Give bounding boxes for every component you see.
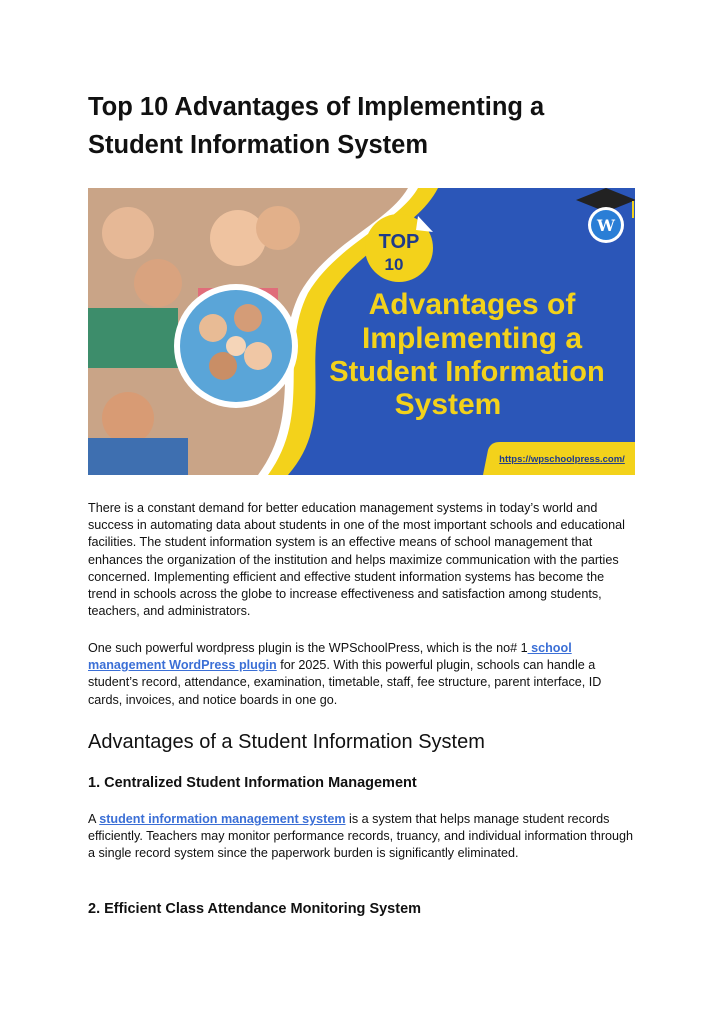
kid-face [256, 206, 300, 250]
headline-line-4: System [394, 388, 502, 421]
svg-text:W: W [597, 216, 615, 235]
kid-shirt [88, 308, 178, 368]
kid-shirt [88, 438, 188, 475]
kid-face [209, 352, 237, 380]
plugin-paragraph [88, 640, 636, 709]
banner-graphic [88, 188, 635, 475]
page-title [88, 88, 648, 164]
hero-banner-image [88, 188, 635, 475]
plugin-text-after: for 2025. With this powerful plugin, schools can handle a student’s record, attendance, examination, timetable, staff, fee structure, parent interface, ID cards, invoices, and notice boards in one go. [88, 658, 602, 707]
kid-face [102, 392, 154, 444]
advantage-1-text-after: is a system that helps manage student records efficiently. Teachers may monitor performance records, truancy, and individual information through a single record system since the paperwork burden is significantly eliminated. [88, 812, 634, 861]
kid-face [210, 210, 266, 266]
advantage-1-heading: 1. Centralized Student Information Management [88, 775, 417, 791]
title-line-1: Top 10 Advantages of Implementing a [88, 93, 545, 121]
kid-face [226, 336, 246, 356]
kid-face [234, 304, 262, 332]
headline-line-2: Implementing a [361, 322, 583, 355]
advantage-1-text-before: A [88, 812, 100, 826]
advantage-2-heading: 2. Efficient Class Attendance Monitoring System [88, 901, 422, 917]
kid-face [134, 259, 182, 307]
banner-url: https://wpschoolpress.com/ [499, 454, 625, 465]
badge-top-text: TOP [378, 231, 420, 253]
school-management-plugin-link[interactable]: school management WordPress plugin [88, 641, 572, 673]
student-info-system-link[interactable]: student information management system [99, 812, 346, 826]
kid-face [244, 342, 272, 370]
kid-face [199, 314, 227, 342]
badge-number-text: 10 [384, 255, 404, 274]
plugin-text-before: One such powerful wordpress plugin is the WPSchoolPress, which is the no# 1 [88, 641, 528, 655]
title-line-2: Student Information System [88, 131, 429, 159]
advantage-1-paragraph [88, 811, 636, 863]
section-heading: Advantages of a Student Information System [88, 731, 485, 753]
headline-line-1: Advantages of [368, 288, 576, 321]
intro-paragraph: There is a constant demand for better education management systems in today’s world and success in automating data about students in one of the most important schools and educational facilities. The student information system is an effective means of school management that enhances the organization of the institution and helps maximize communication with the parties concerned. Implementing efficient and effective student information systems has become the trend in schools across the globe to increase effectiveness and satisfaction among students, teachers, and administrators. [88, 501, 625, 619]
headline-line-3: Student Information [329, 356, 605, 388]
kid-face [102, 207, 154, 259]
